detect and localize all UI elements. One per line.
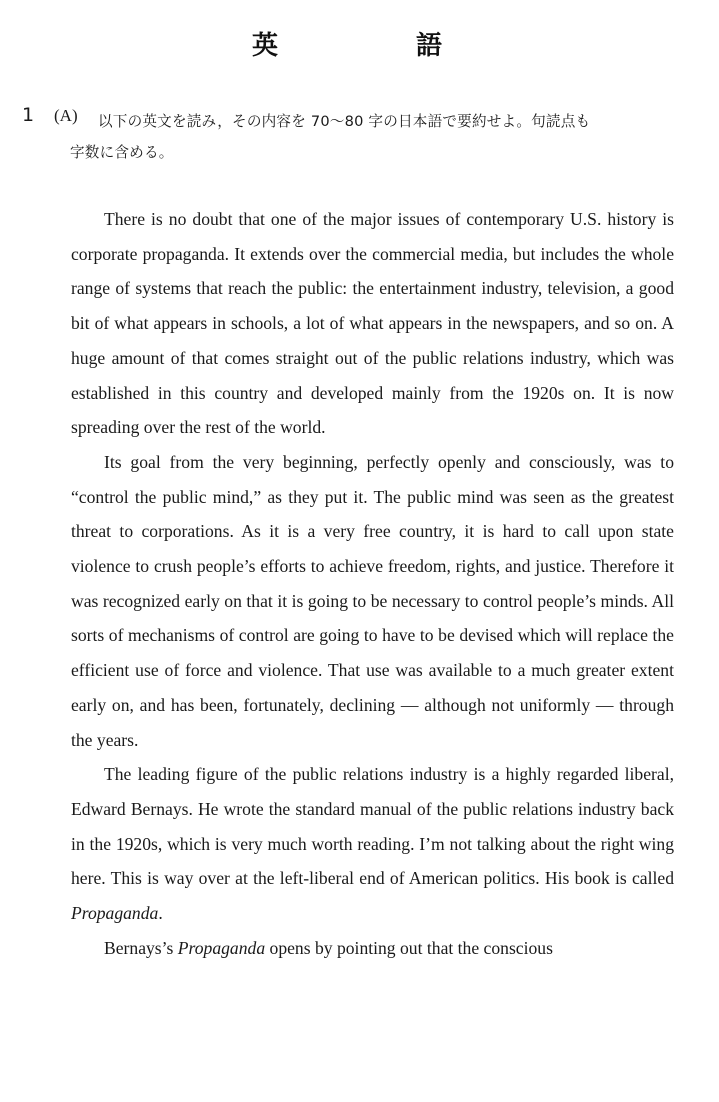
question-part-label: (A)	[54, 106, 78, 125]
question-number: 1	[22, 104, 35, 126]
question-instruction-line-1: 以下の英文を読み，その内容を 70〜80 字の日本語で要約せよ。句読点も	[98, 113, 591, 130]
passage-paragraph-3	[71, 757, 674, 931]
passage-paragraph-4	[71, 931, 674, 966]
passage-paragraph-3-text: The leading figure of the public relations industry is a highly regarded liberal, Edward Bernays. He wrote the standard manual of the public relations industry back in the 1920s, which is very much worth reading. I’m not talking about the right wing here. This is way over at the left-liberal end of American politics. His book is called	[71, 764, 674, 889]
passage-paragraph-1: There is no doubt that one of the major issues of contemporary U.S. history is corporate propaganda. It extends over the commercial media, but includes the whole range of systems that reach the public: the entertainment industry, television, a good bit of what appears in schools, a lot of what appears in the newspapers, and so on. A huge amount of that comes straight out of the public relations industry, which was established in this country and developed mainly from the 1920s on. It is now spreading over the rest of the world.	[71, 209, 674, 438]
page-title-char-1: 英	[252, 31, 279, 61]
page-title	[0, 26, 719, 66]
passage-paragraph-3-end: .	[158, 903, 163, 924]
passage-paragraph-4-text: opens by pointing out that the conscious	[265, 937, 553, 958]
reading-passage	[71, 202, 674, 965]
book-title: Propaganda	[71, 903, 159, 924]
question-instruction-line-2: 字数に含める。	[70, 144, 174, 161]
passage-paragraph-2: Its goal from the very beginning, perfectly openly and consciously, was to “control the public mind,” as they put it. The public mind was seen as the greatest threat to corporations. As it is a very free country, it is hard to call upon state violence to crush people’s efforts to achieve freedom, rights, and justice. Therefore it was recognized early on that it is going to be necessary to control people’s minds. All sorts of mechanisms of control are going to have to be devised which will replace the efficient use of force and violence. That use was available to a much greater extent early on, and has been, fortunately, declining — although not uniformly — through the years.	[71, 451, 674, 750]
book-title: Propaganda	[177, 937, 266, 958]
page-title-char-2: 語	[416, 31, 443, 61]
passage-paragraph-4-start: Bernays’s	[104, 937, 178, 958]
